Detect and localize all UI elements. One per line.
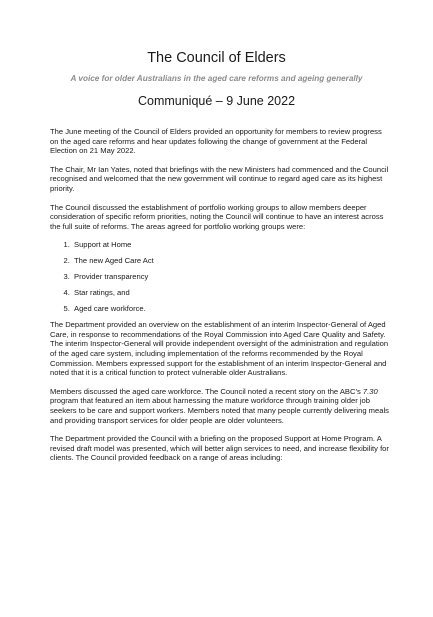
program-name: 7.30: [362, 386, 378, 396]
list-item: 2. The new Aged Care Act: [72, 256, 390, 266]
communique-heading: Communiqué – 9 June 2022: [137, 94, 296, 108]
paragraph-support-at-home: The Department provided the Council with a briefing on the proposed Support at Home Program. A revised draft model was presented, which will better align services to need, and increase flexibility for clients. The Council provided feedback on a range of areas including:: [50, 434, 389, 463]
working-groups-list: [50, 240, 390, 314]
paragraph-workforce: [50, 387, 390, 425]
document-subtitle: A voice for older Australians in the aged care reforms and ageing generally: [70, 74, 363, 83]
list-item: 3. Provider transparency: [72, 272, 390, 282]
paragraph-chair-briefings: The Chair, Mr Ian Yates, noted that briefings with the new Ministers had commenced and the Council recognised and welcomed that the new government will continue to regard aged care as its highest priority.: [50, 164, 389, 193]
list-item: 4. Star ratings, and: [72, 288, 390, 298]
document-body: [50, 127, 390, 472]
document-title: The Council of Elders: [147, 50, 286, 66]
list-item: 5. Aged care workforce.: [72, 304, 390, 314]
workforce-text-end: program that featured an item about harnessing the mature workforce through training older job seekers to be care and support workers. Members noted that many people currently delivering meals and providing transport services for older people are older volunteers.: [50, 396, 389, 425]
workforce-text-start: Members discussed the aged care workforce. The Council noted a recent story on the ABC’s: [50, 386, 363, 396]
paragraph-meeting-overview: The June meeting of the Council of Elders provided an opportunity for members to review progress on the aged care reforms and hear updates following the change of government at the Federal Election on 21 May 2022.: [50, 127, 382, 156]
paragraph-working-groups: The Council discussed the establishment of portfolio working groups to allow members deeper consideration of specific reform priorities, noting the Council will continue to have an interest across the full suite of reforms. The areas agreed for portfolio working groups were:: [50, 202, 384, 231]
list-item: 1. Support at Home: [72, 240, 390, 250]
paragraph-inspector-general: The Department provided an overview on the establishment of an interim Inspector-General of Aged Care, in response to recommendations of the Royal Commission into Aged Care Quality and Safety. The interim Inspector-General will provide independent oversight of the administration and regulation of the aged care system, including implementation of the reforms recommended by the Royal Commission. Members expressed support for the establishment of an interim Inspector-General and noted that it is a critical function to protect vulnerable older Australians.: [50, 320, 389, 378]
